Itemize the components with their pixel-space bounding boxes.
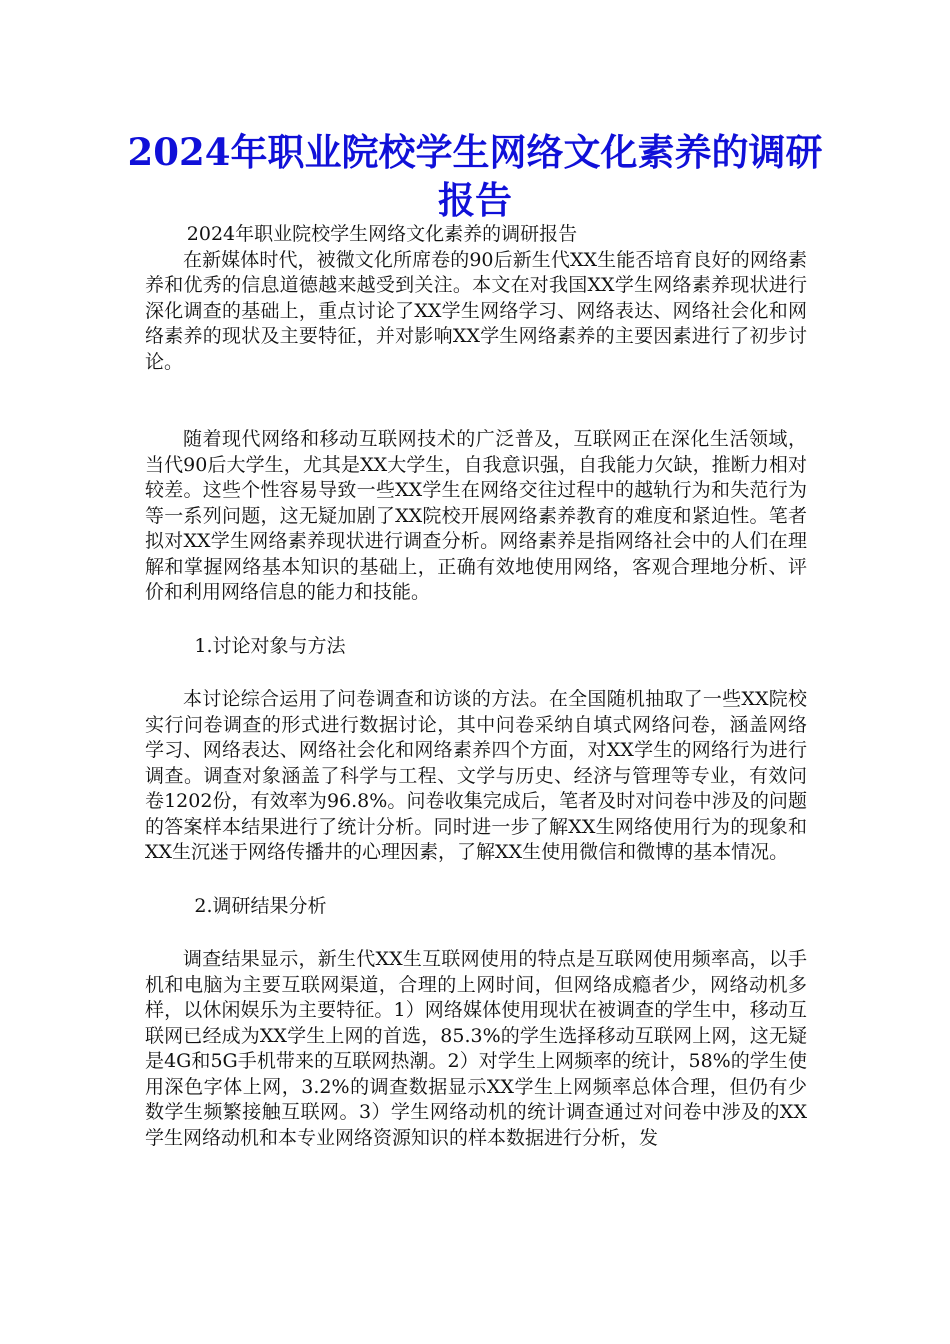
section-heading-methods: 1.讨论对象与方法	[194, 634, 346, 657]
document-body	[145, 222, 807, 1151]
spacer	[145, 919, 807, 947]
paragraph-background: 随着现代网络和移动互联网技术的广泛普及，互联网正在深化生活领域，当代90后大学生，尤其是XX大学生，自我意识强，自我能力欠缺，推断力相对较差。这些个性容易导致一些XX学生在网络交往过程中的越轨行为和失范行为等一系列问题，这无疑加剧了XX院校开展网络素养教育的难度和紧迫性。笔者拟对XX学生网络素养现状进行调查分析。网络素养是指网络社会中的人们在理解和掌握网络基本知识的基础上，正确有效地使用网络，客观合理地分析、评价和利用网络信息的能力和技能。	[145, 428, 807, 603]
spacer	[145, 375, 807, 427]
spacer	[145, 606, 807, 634]
spacer	[145, 866, 807, 894]
document-title: 2024年职业院校学生网络文化素养的调研报告	[127, 130, 823, 222]
section-heading-results: 2.调研结果分析	[194, 894, 327, 917]
spacer	[145, 659, 807, 687]
paragraph-methods: 本讨论综合运用了问卷调查和访谈的方法。在全国随机抽取了一些XX院校实行问卷调查的形式进行数据讨论，其中问卷采纳自填式网络问卷，涵盖网络学习、网络表达、网络社会化和网络素养四个方面，对XX学生的网络行为进行调查。调查对象涵盖了科学与工程、文学与历史、经济与管理等专业，有效问卷1202份，有效率为96.8%。问卷收集完成后，笔者及时对问卷中涉及的问题的答案样本结果进行了统计分析。同时进一步了解XX生网络使用行为的现象和XX生沉迷于网络传播井的心理因素，了解XX生使用微信和微博的基本情况。	[145, 688, 807, 863]
paragraph-results: 调查结果显示，新生代XX生互联网使用的特点是互联网使用频率高，以手机和电脑为主要互联网渠道，合理的上网时间，但网络成瘾者少，网络动机多样，以休闲娱乐为主要特征。1）网络媒体使用现状在被调查的学生中，移动互联网已经成为XX学生上网的首选，85.3%的学生选择移动互联网上网，这无疑是4G和5G手机带来的互联网热潮。2）对学生上网频率的统计，58%的学生使用深色字体上网，3.2%的调查数据显示XX学生上网频率总体合理，但仍有少数学生频繁接触互联网。3）学生网络动机的统计调查通过对问卷中涉及的XX学生网络动机和本专业网络资源知识的样本数据进行分析，发	[145, 948, 807, 1149]
document-subtitle: 2024年职业院校学生网络文化素养的调研报告	[186, 223, 578, 245]
paragraph-intro: 在新媒体时代，被微文化所席卷的90后新生代XX生能否培育良好的网络素养和优秀的信息道德越来越受到关注。本文在对我国XX学生网络素养现状进行深化调查的基础上，重点讨论了XX学生网络学习、网络表达、网络社会化和网络素养的现状及主要特征，并对影响XX学生网络素养的主要因素进行了初步讨论。	[145, 248, 807, 373]
